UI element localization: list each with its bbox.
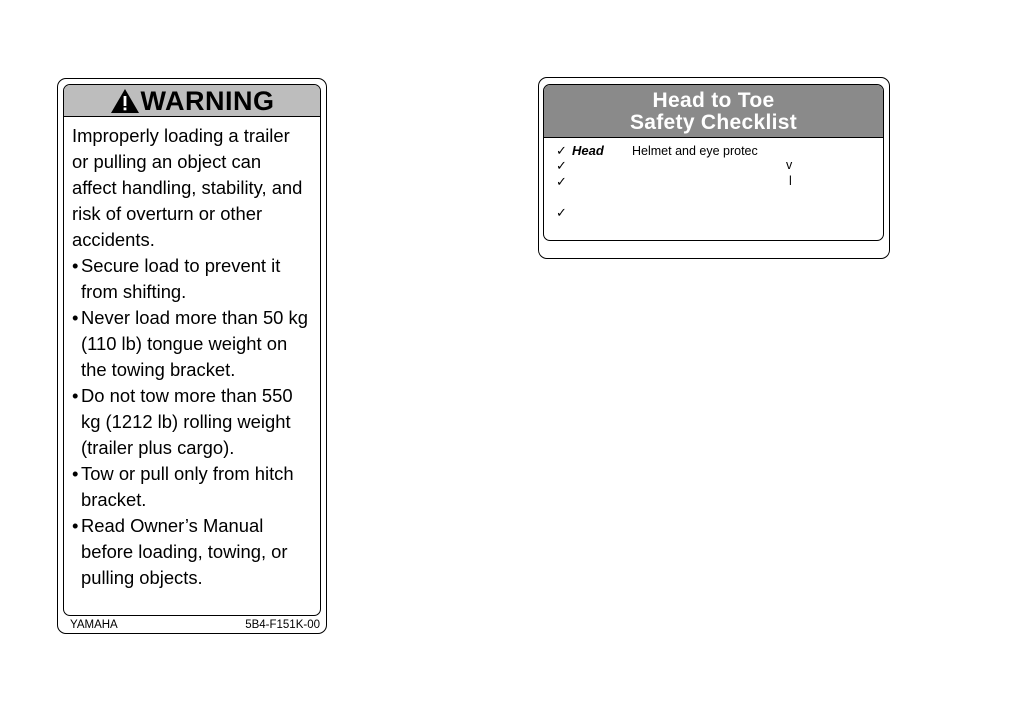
warning-label xyxy=(57,78,327,634)
checkmark-icon: ✓ xyxy=(556,143,567,158)
warning-bullet xyxy=(72,513,320,591)
warning-label-frame xyxy=(63,84,321,616)
warning-intro xyxy=(72,123,320,253)
intro-line: Improperly loading a trailer xyxy=(72,125,290,146)
brand-name: YAMAHA xyxy=(70,619,118,631)
bullet-dot-icon: • xyxy=(72,255,79,276)
checkmark-icon: ✓ xyxy=(556,174,567,189)
bullet-line: before loading, towing, or xyxy=(81,541,288,562)
bullet-line: kg (1212 lb) rolling weight xyxy=(81,411,291,432)
intro-line: or pulling an object can xyxy=(72,151,262,172)
checklist-row xyxy=(556,174,572,189)
bullet-dot-icon: • xyxy=(72,385,79,406)
checklist-row xyxy=(556,158,572,173)
warning-bullet xyxy=(72,383,320,461)
warning-triangle-icon xyxy=(110,88,140,114)
checkmark-icon: ✓ xyxy=(556,158,567,173)
bullet-dot-icon: • xyxy=(72,307,79,328)
bullet-line: Tow or pull only from hitch xyxy=(81,463,294,484)
warning-bullet xyxy=(72,305,320,383)
warning-header xyxy=(64,85,320,117)
checklist-text-fragment: l xyxy=(789,174,792,188)
warning-bullet xyxy=(72,461,320,513)
bullet-line: Do not tow more than 550 xyxy=(81,385,293,406)
warning-title: WARNING xyxy=(140,85,275,116)
checklist-row xyxy=(556,205,572,220)
checklist-label xyxy=(538,77,890,259)
bullet-line: Read Owner’s Manual xyxy=(81,515,264,536)
checklist-label-frame xyxy=(543,84,884,241)
bullet-line: Secure load to prevent it xyxy=(81,255,281,276)
bullet-line: bracket. xyxy=(81,489,147,510)
checklist-title-line2: Safety Checklist xyxy=(629,111,798,134)
bullet-line: from shifting. xyxy=(81,281,187,302)
bullet-line: Never load more than 50 kg xyxy=(81,307,308,328)
bullet-line: the towing bracket. xyxy=(81,359,236,380)
checklist-row xyxy=(556,143,758,158)
checklist-title-line1: Head to Toe xyxy=(652,89,775,112)
part-number: 5B4-F151K-00 xyxy=(245,619,320,631)
checklist-text-fragment: v xyxy=(786,158,793,172)
warning-bullet xyxy=(72,253,320,305)
intro-line: affect handling, stability, and xyxy=(72,177,303,198)
checkmark-icon: ✓ xyxy=(556,205,567,220)
bullet-dot-icon: • xyxy=(72,463,79,484)
intro-line: accidents. xyxy=(72,229,155,250)
bullet-line: (trailer plus cargo). xyxy=(81,437,235,458)
bullet-line: pulling objects. xyxy=(81,567,203,588)
bullet-dot-icon: • xyxy=(72,515,79,536)
checklist-header xyxy=(544,85,883,138)
intro-line: risk of overturn or other xyxy=(72,203,263,224)
checklist-description: Helmet and eye protec xyxy=(632,144,758,158)
warning-footer xyxy=(70,618,320,632)
warning-body xyxy=(64,117,320,591)
checklist-category: Head xyxy=(572,143,604,158)
bullet-line: (110 lb) tongue weight on xyxy=(81,333,288,354)
